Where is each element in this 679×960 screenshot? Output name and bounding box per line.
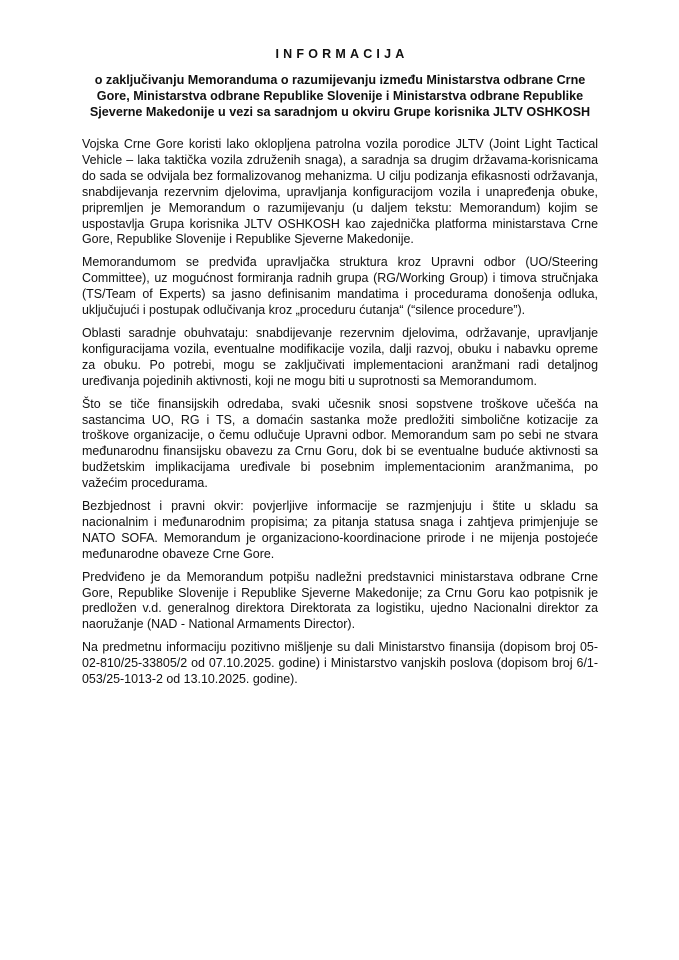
- paragraph-background: Vojska Crne Gore koristi lako oklopljena patrolna vozila porodice JLTV (Joint Light Tactical Vehicle – laka taktička vozila združenih snaga), a saradnja sa drugim državama-korisnicama do sada se odvijala bez formalizovanog mehanizma. U cilju podizanja efikasnosti održavanja, snabdijevanja rezervnim djelovima, upravljanja konfiguracijom vozila i unapređenja obuke, pripremljen je Memorandum o razumijevanju (u daljem tekstu: Memorandum) kojim se uspostavlja Grupa korisnika JLTV OSHKOSH kao zajednička platforma ministarstava Crne Gore, Republike Slovenije i Republike Sjeverne Makedonije.: [82, 137, 598, 247]
- document-subtitle: o zaključivanju Memoranduma o razumijevanju između Ministarstva odbrane Crne Gore, Ministarstva odbrane Republike Slovenije i Ministarstva odbrane Republike Sjeverne Makedonije u vezi sa saradnjom u okviru Grupe korisnika JLTV OSHKOSH: [89, 73, 591, 119]
- paragraph-security-legal-framework: Bezbjednost i pravni okvir: povjerljive informacije se razmjenjuju i štite u skladu sa nacionalnim i međunarodnim propisima; za pitanja statusa snaga i zahtjeva primjenjuje se NATO SOFA. Memorandum je organizaciono-koordinacione prirode i ne mijenja postojeće međunarodne obaveze Crne Gore.: [82, 499, 598, 561]
- document-title: INFORMACIJA: [275, 47, 409, 61]
- paragraph-opinions: Na predmetnu informaciju pozitivno mišljenje su dali Ministarstvo finansija (dopisom broj 05-02-810/25-33805/2 od 07.10.2025. godine) i Ministarstvo vanjskih poslova (dopisom broj 6/1-053/25-1013-2 od 13.10.2025. godine).: [82, 640, 598, 687]
- document-page: [82, 46, 598, 695]
- paragraph-governance-structure: Memorandumom se predviđa upravljačka struktura kroz Upravni odbor (UO/Steering Committee), uz mogućnost formiranja radnih grupa (RG/Working Group) i timova stručnjaka (TS/Team of Experts) sa jasno definisanim mandatima i procedurama donošenja odluka, uključujući i postupak odlučivanja kroz „proceduru ćutanja“ (“silence procedure”).: [82, 255, 598, 318]
- paragraph-financial-provisions: Što se tiče finansijskih odredaba, svaki učesnik snosi sopstvene troškove učešća na sastancima UO, RG i TS, a domaćin sastanka može predložiti simbolične kotizacije za troškove organizacije, o čemu odlučuje Upravni odbor. Memorandum sam po sebi ne stvara međunarodnu finansijsku obavezu za Crnu Goru, dok bi se eventualne buduće aktivnosti sa budžetskim implikacijama uređivale bi posebnim implementacionim aranžmanima, po važećim procedurama.: [82, 396, 598, 491]
- paragraph-cooperation-areas: Oblasti saradnje obuhvataju: snabdijevanje rezervnim djelovima, održavanje, upravljanje konfiguracijama vozila, eventualne modifikacije vozila, dalji razvoj, obuku i nabavku opreme za obuku. Po potrebi, mogu se zaključivati implementacioni aranžmani radi detaljnog uređivanja pojedinih aktivnosti, koji ne mogu biti u suprotnosti sa Memorandumom.: [82, 325, 598, 388]
- paragraph-signatories: Predviđeno je da Memorandum potpišu nadležni predstavnici ministarstava odbrane Crne Gore, Republike Slovenije i Republike Sjeverne Makedonije; za Crnu Goru kao potpisnik je predložen v.d. generalnog direktora Direktorata za logistiku, ujedno Nacionalni direktor za naoružanje (NAD - National Armaments Director).: [82, 569, 598, 632]
